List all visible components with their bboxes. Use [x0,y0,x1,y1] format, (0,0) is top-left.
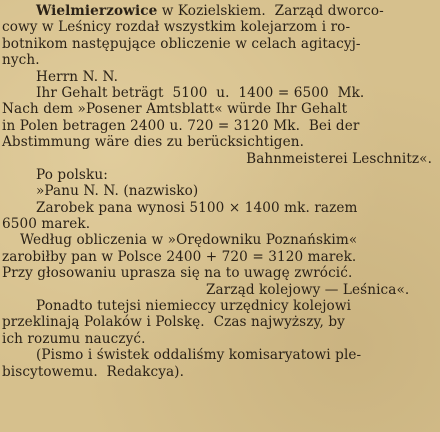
german-text-line-3: in Polen betragen 2400 u. 720 = 3120 Mk. Bei der [2,117,360,134]
closing-line-5: biscytowemu. Redakcya). [2,363,184,380]
closing-line-1: Ponadto tutejsi niemieccy urzędnicy kolejowi [36,298,352,315]
polish-text-line-4: zarobiłby pan w Polsce 2400 + 720 = 3120 marek. [2,248,357,265]
german-salutation: Herrn N. N. [36,68,119,85]
polish-text-line-5: Przy głosowaniu uprasza się na to uwagę zwrócić. [2,265,353,282]
article-first-line-text: w Kozielskiem. Zarząd dworco- [157,3,384,19]
polish-text-line-2: 6500 marek. [2,216,91,233]
closing-line-2: przeklinają Polaków i Polskę. Czas najwyższy, by [2,314,345,331]
polish-text-line-3: Według obliczenia w »Orędowniku Poznańskim« [20,232,358,249]
closing-line-3: ich rozumu nauczyć. [2,330,146,347]
polish-text-line-1: Zarobek pana wynosi 5100 × 1400 mk. razem [36,199,358,216]
place-name-heading: Wielmierzowice [36,3,158,19]
article-line-4: nych. [2,52,40,69]
german-signature: Bahnmeisterei Leschnitz«. [246,150,432,167]
polish-intro: Po polsku: [36,166,108,183]
german-text-line-1: Ihr Gehalt beträgt 5100 u. 1400 = 6500 Mk. [36,84,365,101]
closing-line-4: (Pismo i świstek oddaliśmy komisaryatowi ple- [36,347,362,364]
german-text-line-2: Nach dem »Posener Amtsblatt« würde Ihr Gehalt [2,101,348,118]
article-line-2: cowy w Leśnicy rozdał wszystkim kolejarzom i ro- [2,19,351,36]
article-line-3: botnikom następujące obliczenie w celach agitacyj- [2,35,361,52]
polish-signature: Zarząd kolejowy — Leśnica«. [206,281,410,298]
german-text-line-4: Abstimmung wäre dies zu berücksichtigen. [2,134,305,151]
article-column [2,3,438,380]
polish-salutation: »Panu N. N. (nazwisko) [36,183,199,200]
article-first-line [2,3,438,19]
